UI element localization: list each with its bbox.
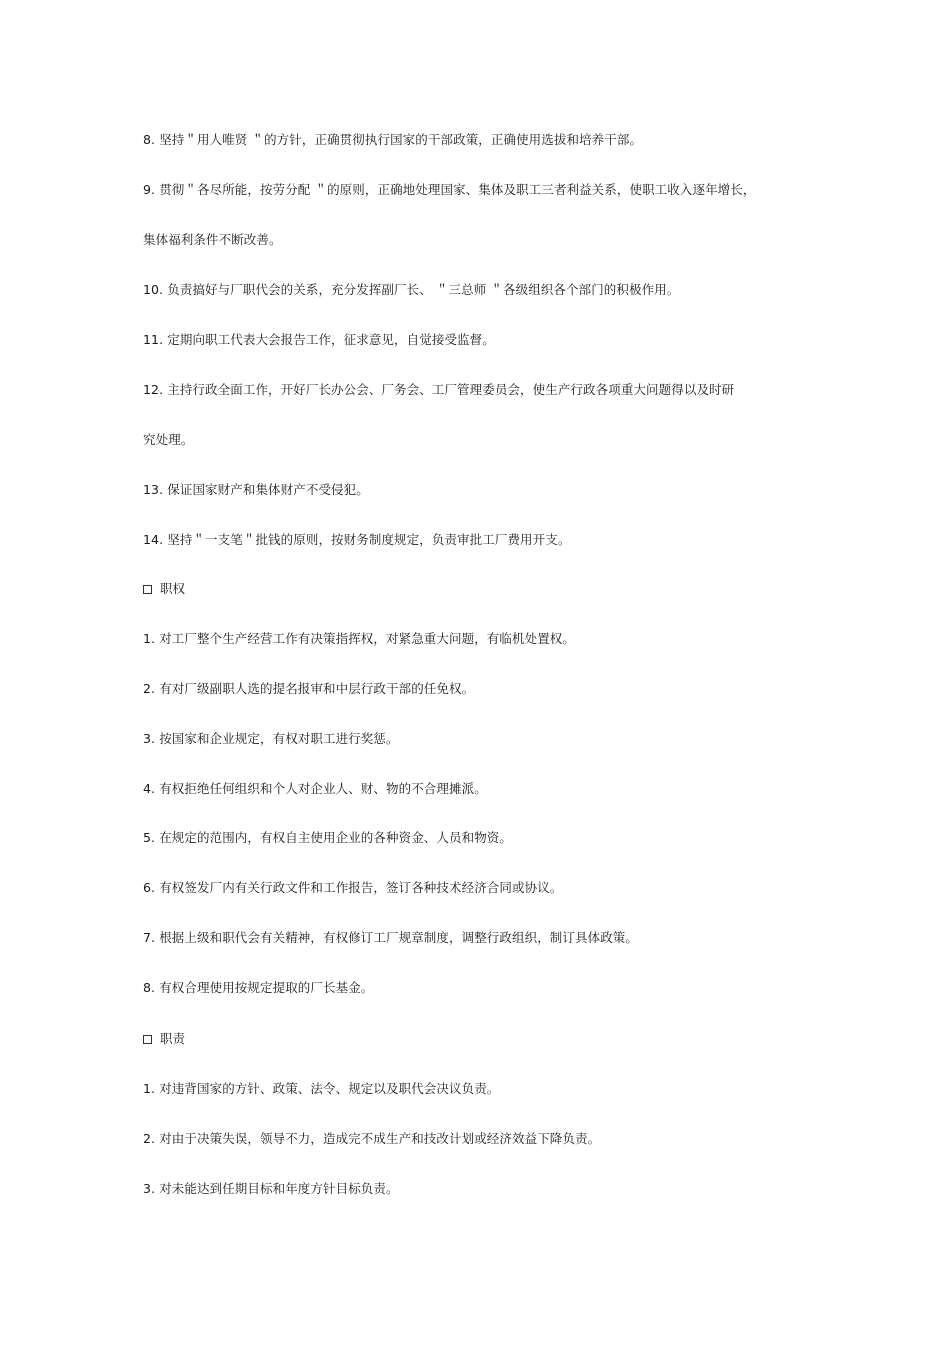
section-heading-label: 职权 [160, 581, 186, 596]
duty-item-12-line-2: 究处理。 [143, 432, 194, 447]
power-item-1: 1. 对工厂整个生产经营工作有决策指挥权，对紧急重大问题，有临机处置权。 [143, 631, 576, 646]
responsibility-item-2: 2. 对由于决策失误，领导不力，造成完不成生产和技改计划或经济效益下降负责。 [143, 1131, 601, 1146]
power-item-6: 6. 有权签发厂内有关行政文件和工作报告，签订各种技术经济合同或协议。 [143, 880, 563, 895]
duty-item-12-line-1: 12. 主持行政全面工作，开好厂长办公会、厂务会、工厂管理委员会，使生产行政各项重大问题得以及时研 [143, 382, 735, 397]
checkbox-icon [143, 1035, 152, 1044]
power-item-3: 3. 按国家和企业规定，有权对职工进行奖惩。 [143, 731, 399, 746]
section-heading-label: 职责 [160, 1031, 186, 1046]
power-item-8: 8. 有权合理使用按规定提取的厂长基金。 [143, 980, 374, 995]
duty-item-11: 11. 定期向职工代表大会报告工作，征求意见，自觉接受监督。 [143, 332, 495, 347]
section-heading-powers [143, 581, 185, 597]
duty-item-9-line-2: 集体福利条件不断改善。 [143, 232, 282, 247]
power-item-7: 7. 根据上级和职代会有关精神，有权修订工厂规章制度，调整行政组织，制订具体政策。 [143, 930, 639, 945]
responsibility-item-3: 3. 对未能达到任期目标和年度方针目标负责。 [143, 1181, 399, 1196]
section-heading-responsibilities [143, 1031, 185, 1047]
power-item-4: 4. 有权拒绝任何组织和个人对企业人、财、物的不合理摊派。 [143, 781, 487, 796]
power-item-2: 2. 有对厂级副职人选的提名报审和中层行政干部的任免权。 [143, 681, 475, 696]
responsibility-item-1: 1. 对违背国家的方针、政策、法令、规定以及职代会决议负责。 [143, 1081, 500, 1096]
duty-item-13: 13. 保证国家财产和集体财产不受侵犯。 [143, 482, 369, 497]
duty-item-8: 8. 坚持＂用人唯贤 ＂的方针，正确贯彻执行国家的干部政策，正确使用选拔和培养干部。 [143, 132, 643, 147]
power-item-5: 5. 在规定的范围内，有权自主使用企业的各种资金、人员和物资。 [143, 830, 513, 845]
checkbox-icon [143, 585, 152, 594]
duty-item-10: 10. 负责搞好与厂职代会的关系，充分发挥副厂长、 ＂三总师 ＂各级组织各个部门的积极作用。 [143, 282, 680, 297]
duty-item-14: 14. 坚持＂一支笔＂批钱的原则，按财务制度规定，负责审批工厂费用开支。 [143, 532, 571, 547]
duty-item-9-line-1: 9. 贯彻＂各尽所能，按劳分配 ＂的原则，正确地处理国家、集体及职工三者利益关系，使职工收入逐年增长， [143, 182, 756, 197]
